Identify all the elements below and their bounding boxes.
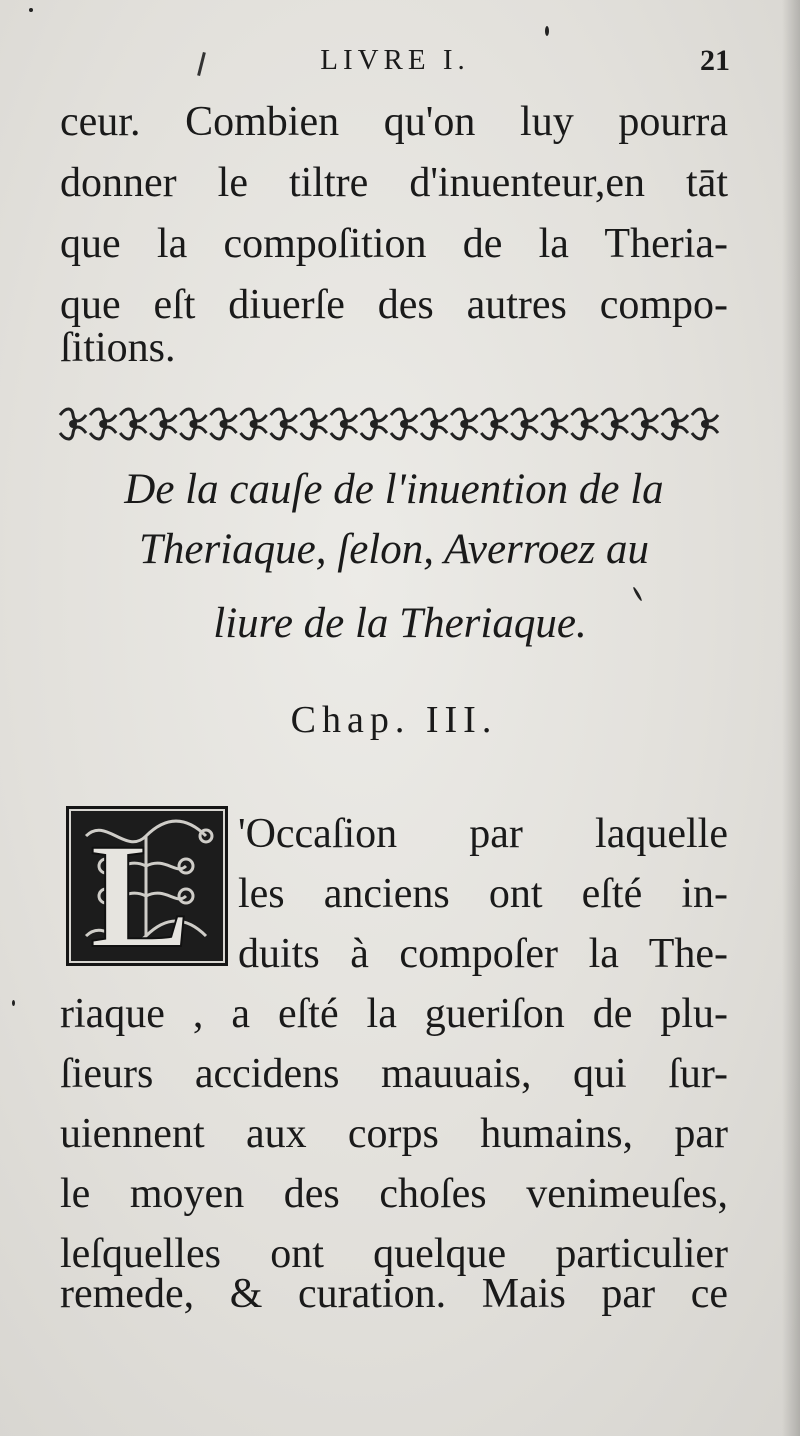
text-line: que eſt diuerſe des autres compo- (60, 282, 728, 328)
ornament-band (58, 405, 720, 443)
text-line: riaque , a eſté la gueriſon de plu- (60, 991, 728, 1037)
ornament-motif (331, 409, 357, 439)
ornament-motif (210, 409, 236, 439)
text-line: 'Occaſion par laquelle (238, 811, 728, 857)
text-line: ceur. Combien qu'on luy pourra (60, 99, 728, 145)
ornament-motif (180, 409, 206, 439)
text-line: le moyen des choſes venimeuſes, (60, 1171, 728, 1217)
text-line: que la compoſition de la Theria- (60, 221, 728, 267)
page-number: 21 (700, 44, 730, 77)
ink-speck (12, 1000, 15, 1006)
chapter-heading-line: Theriaque, ſelon, Averroez au (139, 526, 649, 573)
ornament-motif (692, 409, 718, 439)
page-edge-shadow (782, 0, 800, 1436)
text-line: remede, & curation. Mais par ce (60, 1271, 728, 1317)
chapter-heading-line: De la cauſe de l'inuention de la (124, 466, 664, 513)
text-line: leſquelles ont quelque particulier (60, 1231, 728, 1277)
ornament-motif (120, 409, 146, 439)
ornament-motif (391, 409, 417, 439)
ornament-motif (662, 409, 688, 439)
ornament-motif (90, 409, 116, 439)
chapter-number: Chap. III. (290, 699, 498, 741)
ornament-motif (481, 409, 507, 439)
ornament-motif (60, 409, 86, 439)
ornament-motif (421, 409, 447, 439)
ornament-motif (632, 409, 658, 439)
ink-speck (545, 26, 549, 36)
ornament-motif (241, 409, 267, 439)
text-line: uiennent aux corps humains, par (60, 1111, 728, 1157)
ornament-motif (602, 409, 628, 439)
ornament-motif (511, 409, 537, 439)
text-line: ſitions. (60, 325, 176, 371)
ornament-motif (301, 409, 327, 439)
chapter-heading-line: liure de la Theriaque. (213, 600, 587, 647)
ink-speck (29, 8, 33, 12)
text-line: duits à compoſer la The- (238, 931, 728, 977)
ornament-motif (572, 409, 598, 439)
decorated-initial (66, 806, 228, 966)
ornament-motif (541, 409, 567, 439)
running-header (60, 44, 730, 88)
ornament-motif (361, 409, 387, 439)
ornament-motif (150, 409, 176, 439)
ornament-motif (451, 409, 477, 439)
text-line: les anciens ont eſté in- (238, 871, 728, 917)
running-title: LIVRE I. (320, 44, 470, 76)
text-line: donner le tiltre d'inuenteur,en tāt (60, 160, 728, 206)
ornament-motif (271, 409, 297, 439)
text-line: ſieurs accidens mauuais, qui ſur- (60, 1051, 728, 1097)
dropcap-letter: L (90, 813, 191, 966)
